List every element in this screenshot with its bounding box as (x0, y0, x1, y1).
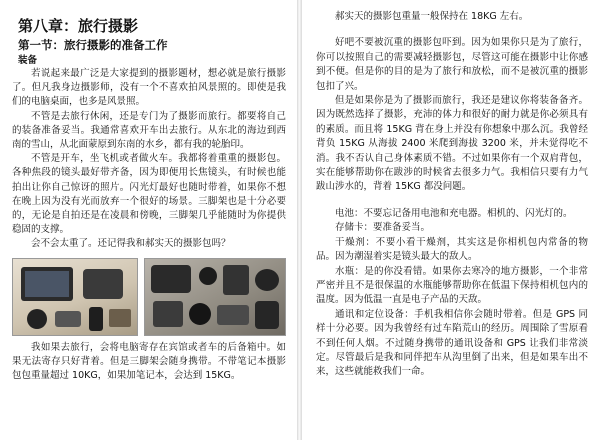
paragraph: 好吧不要被沉重的摄影包吓到。因为如果你只是为了旅行，你可以按照自己的需要减轻摄影包，尽管这可能在摄影中让你感到不便。但是你的目的是为了旅行和放松，而不是被沉重的摄影包扣了兴。 (316, 37, 588, 92)
paragraph: 水瓶：是的你没看错。如果你去寒冷的地方摄影，一个非常严密并且不是很保温的水瓶能够帮助你在低温下保持相机包内的温度。因为低温一直是电子产品的天敌。 (316, 265, 588, 306)
gear-photo-2 (144, 258, 286, 336)
section-title: 第一节：旅行摄影的准备工作 (18, 38, 168, 52)
right-page (302, 0, 600, 440)
left-page (0, 0, 298, 440)
paragraph: 但是如果你是为了摄影而旅行，我还是建议你将装备备齐。因为既然选择了摄影，充沛的体力和很好的耐力就是你必须具有的素质。而且将 15KG 背在身上并没有你想象中那么沉。我曾经背负 15KG 从海拔 2400 米爬到海拔 3200 米，并未觉得吃不消。我不否认自己身体素质不错。不过如果你有一个双肩背包，实在能够帮助你在跋涉的时候省去很多力气。我相信只要有力气跋山涉水的，背着 15KG 都没问题。 (316, 95, 588, 193)
subheading-equipment: 装备 (18, 55, 38, 66)
paragraph: 不管是开车，坐飞机或者做火车。我都将着重重的摄影包。各种焦段的镜头最好带齐备，因为即便用长焦镜头，有时候也能拍出让你自己惊讶的照片。闪光灯最好也随时带着，如果你不想在晚上因为没有光而放弃一个很好的场景。三脚架也是十分必要的，无论是自拍还是在凌晨和傍晚，三脚架几乎能随时为你提供稳固的支撑。 (12, 153, 286, 236)
chapter-title: 第八章：旅行摄影 (18, 17, 139, 35)
paragraph: 存储卡：要准备妥当。 (335, 222, 431, 234)
paragraph: 通讯和定位设备：手机我相信你会随时带着。但是 GPS 同样十分必要。因为我曾经有过车陷荒山的经历。周围除了雪原看不到任何人烟。不过随身携带的通讯设备和 GPS 让我们非常淡定。尽管最后是我和同伴把车从沟里倒了出来，但是如果车出不来，这些就能救我们一命。 (316, 308, 588, 378)
photo-row (12, 258, 286, 336)
gear-photo-1 (12, 258, 138, 336)
paragraph: 不管是去旅行休闲，还是专门为了摄影而旅行。都要将自己的装备准备妥当。我通常喜欢开车出去旅行。从东北的海边到西南的雪山，从北面蒙原到东南的水乡，都有我的轮胎印。 (12, 110, 286, 151)
paragraph: 电池：不要忘记备用电池和充电器。相机的、闪光灯的。 (335, 207, 573, 219)
paragraph: 若说起来最广泛是大家提到的摄影题材，想必就是旅行摄影了。但凡我身边摄影师，没有一个不喜欢拍风景照的。即使是我们的电脑桌面，也多是风景照。 (12, 68, 286, 108)
paragraph: 我如果去旅行，会将电脑寄存在宾馆或者车的后备箱中。如果无法寄存只好背着。但是三脚架会随身携带。不带笔记本摄影包包重量超过 10KG，如果加笔记本，会达到 15KG。 (12, 341, 286, 382)
paragraph: 会不会太重了。还记得我和郝实天的摄影包吗？ (31, 238, 231, 250)
paragraph: 干燥剂：不要小看干燥剂，其实这是你相机包内常备的物品。因为潮湿着实是镜头最大的敌人。 (316, 236, 588, 263)
paragraph: 郝实天的摄影包重量一般保持在 18KG 左右。 (335, 11, 529, 22)
